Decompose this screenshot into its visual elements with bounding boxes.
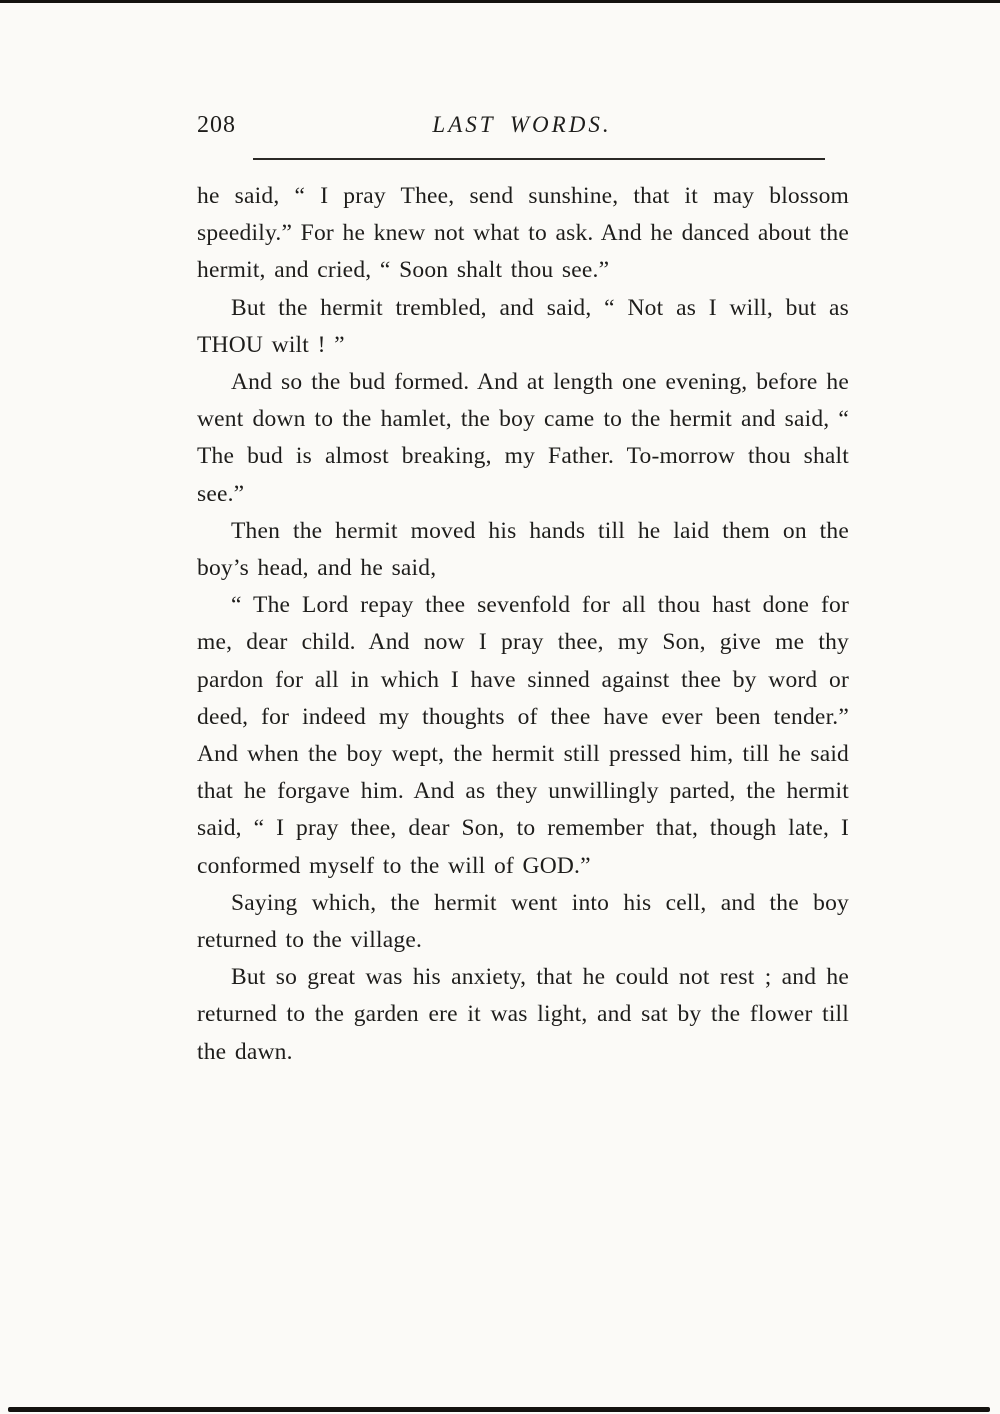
header-rule (253, 158, 825, 160)
page-body-text (197, 178, 849, 1071)
running-title: LAST WORDS. (432, 112, 612, 137)
paragraph: Saying which, the hermit went into his cell, and the boy returned to the village. (197, 889, 849, 954)
paragraph: “ The Lord repay thee sevenfold for all thou hast done for me, dear child. And now I pray thee, my Son, give me thy pardon for all in which I have sinned against thee by word or deed, for indeed my thoughts of thee have ever been tender.” And when the boy wept, the hermit still pressed him, till he said that he forgave him. And as they unwillingly parted, the hermit said, “ I pray thee, dear Son, to remember that, though late, I conformed myself to the will of GOD.” (197, 592, 849, 879)
page-header (197, 112, 847, 146)
paragraph: And so the bud formed. And at length one evening, before he went down to the hamlet, the boy came to the hermit and said, “ The bud is almost breaking, my Father. To-morrow thou shalt see.” (197, 369, 849, 507)
paragraph: he said, “ I pray Thee, send sunshine, that it may blossom speedily.” For he knew not what to ask. And he danced about the hermit, and cried, “ Soon shalt thou see.” (197, 183, 849, 284)
scan-artifact-bottom (8, 1407, 990, 1412)
page-number: 208 (197, 112, 236, 138)
scan-artifact-top (0, 0, 1000, 3)
paragraph: But so great was his anxiety, that he could not rest ; and he returned to the garden ere it was light, and sat by the flower till the dawn. (197, 964, 849, 1065)
paragraph: But the hermit trembled, and said, “ Not as I will, but as THOU wilt ! ” (197, 294, 849, 358)
paragraph: Then the hermit moved his hands till he laid them on the boy’s head, and he said, (197, 517, 849, 582)
